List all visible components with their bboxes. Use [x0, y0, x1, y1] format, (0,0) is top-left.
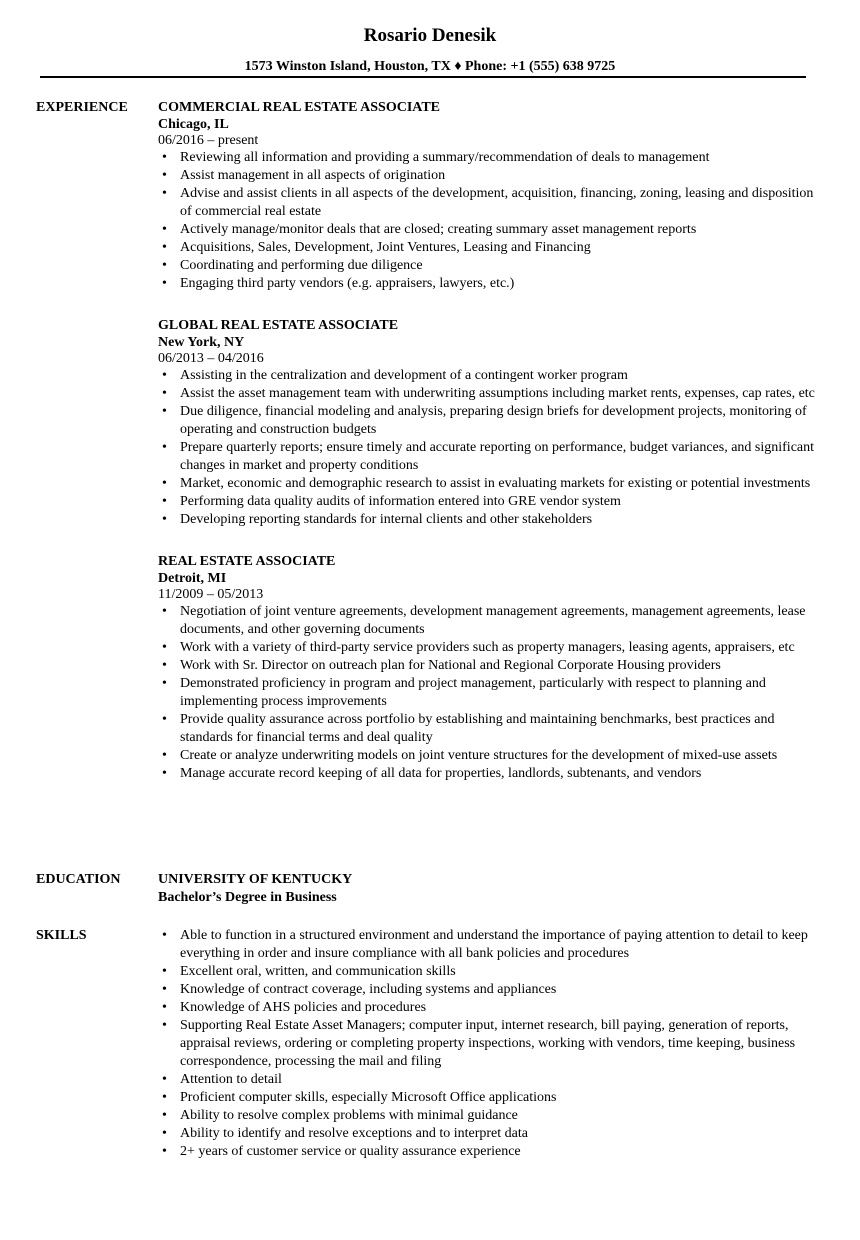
job-title: COMMERCIAL REAL ESTATE ASSOCIATE [158, 100, 441, 115]
list-item: • Due diligence, financial modeling and analysis, preparing design briefs for development projects, monitoring of operating and construction budgets [162, 404, 807, 437]
job-title: REAL ESTATE ASSOCIATE [158, 554, 336, 569]
list-item: • Supporting Real Estate Asset Managers; computer input, internet research, bill paying, generation of reports, appraisal reviews, ordering or completing property inspections, working with vendors, time keeping, business correspondence, processing the mail and filing [162, 1018, 796, 1069]
section-label-skills: SKILLS [36, 928, 87, 943]
list-item: • Prepare quarterly reports; ensure timely and accurate reporting on performance, budget variances, and significant changes in market and property conditions [162, 440, 815, 473]
list-item: • Ability to resolve complex problems with minimal guidance [162, 1108, 518, 1123]
job-entry [158, 317, 818, 529]
job-dates: 06/2013 – 04/2016 [158, 351, 264, 366]
list-item: • Provide quality assurance across portfolio by establishing and maintaining benchmarks, best practices and standards for financial terms and deal quality [162, 712, 775, 745]
resume-header [0, 24, 860, 76]
job-bullets [158, 367, 818, 529]
job-dates: 06/2016 – present [158, 133, 259, 148]
education-body [158, 871, 818, 907]
list-item: • Reviewing all information and providing a summary/recommendation of deals to management [162, 150, 710, 165]
job-location: Detroit, MI [158, 571, 227, 586]
list-item: • Create or analyze underwriting models on joint venture structures for the development of mixed-use assets [162, 748, 778, 763]
list-item: • Ability to identify and resolve exceptions and to interpret data [162, 1126, 528, 1141]
list-item: • Actively manage/monitor deals that are closed; creating summary asset management reports [162, 222, 697, 237]
skills-list [158, 927, 818, 1161]
list-item: • Able to function in a structured environment and understand the importance of paying attention to detail to keep everything in order and insure compliance with all bank policies and procedures [162, 928, 808, 961]
job-bullets [158, 149, 818, 293]
list-item: • Excellent oral, written, and communication skills [162, 964, 456, 979]
job-location: New York, NY [158, 335, 245, 350]
list-item: • Demonstrated proficiency in program and project management, particularly with respect to planning and implementing process improvements [162, 676, 766, 709]
list-item: • Assisting in the centralization and development of a contingent worker program [162, 368, 628, 383]
list-item: • Advise and assist clients in all aspects of the development, acquisition, financing, zoning, leasing and disposition of commercial real estate [162, 186, 814, 219]
job-dates: 11/2009 – 05/2013 [158, 587, 264, 602]
list-item: • Assist management in all aspects of origination [162, 168, 446, 183]
candidate-name: Rosario Denesik [363, 25, 497, 46]
list-item: • Acquisitions, Sales, Development, Joint Ventures, Leasing and Financing [162, 240, 591, 255]
section-label-experience: EXPERIENCE [36, 100, 128, 115]
contact-line: 1573 Winston Island, Houston, TX ♦ Phone: +1 (555) 638 9725 [244, 59, 616, 74]
job-entry [158, 553, 818, 783]
list-item: • Manage accurate record keeping of all data for properties, landlords, subtenants, and vendors [162, 766, 702, 781]
header-divider [40, 76, 806, 78]
list-item: • Assist the asset management team with underwriting assumptions including market rents, expenses, cap rates, etc [162, 386, 815, 401]
list-item: • Engaging third party vendors (e.g. appraisers, lawyers, etc.) [162, 276, 515, 291]
list-item: • Knowledge of AHS policies and procedures [162, 1000, 427, 1015]
list-item: • 2+ years of customer service or quality assurance experience [162, 1144, 521, 1159]
list-item: • Knowledge of contract coverage, including systems and appliances [162, 982, 557, 997]
list-item: • Attention to detail [162, 1072, 282, 1087]
degree: Bachelor’s Degree in Business [158, 890, 337, 905]
job-bullets [158, 603, 818, 783]
list-item: • Performing data quality audits of information entered into GRE vendor system [162, 494, 621, 509]
skills-body [158, 927, 818, 1161]
job-location: Chicago, IL [158, 117, 229, 132]
job-entry [158, 99, 818, 293]
list-item: • Market, economic and demographic research to assist in evaluating markets for existing or potential investments [162, 476, 811, 491]
list-item: • Developing reporting standards for internal clients and other stakeholders [162, 512, 593, 527]
list-item: • Coordinating and performing due diligence [162, 258, 423, 273]
section-label-education: EDUCATION [36, 872, 121, 887]
experience-body [158, 99, 818, 783]
list-item: • Negotiation of joint venture agreements, development management agreements, management agreements, lease documents, and other governing documents [162, 604, 806, 637]
list-item: • Work with a variety of third-party service providers such as property managers, leasing agents, appraisers, etc [162, 640, 795, 655]
list-item: • Proficient computer skills, especially Microsoft Office applications [162, 1090, 557, 1105]
job-title: GLOBAL REAL ESTATE ASSOCIATE [158, 318, 399, 333]
school-name: UNIVERSITY OF KENTUCKY [158, 872, 353, 887]
list-item: • Work with Sr. Director on outreach plan for National and Regional Corporate Housing providers [162, 658, 721, 673]
